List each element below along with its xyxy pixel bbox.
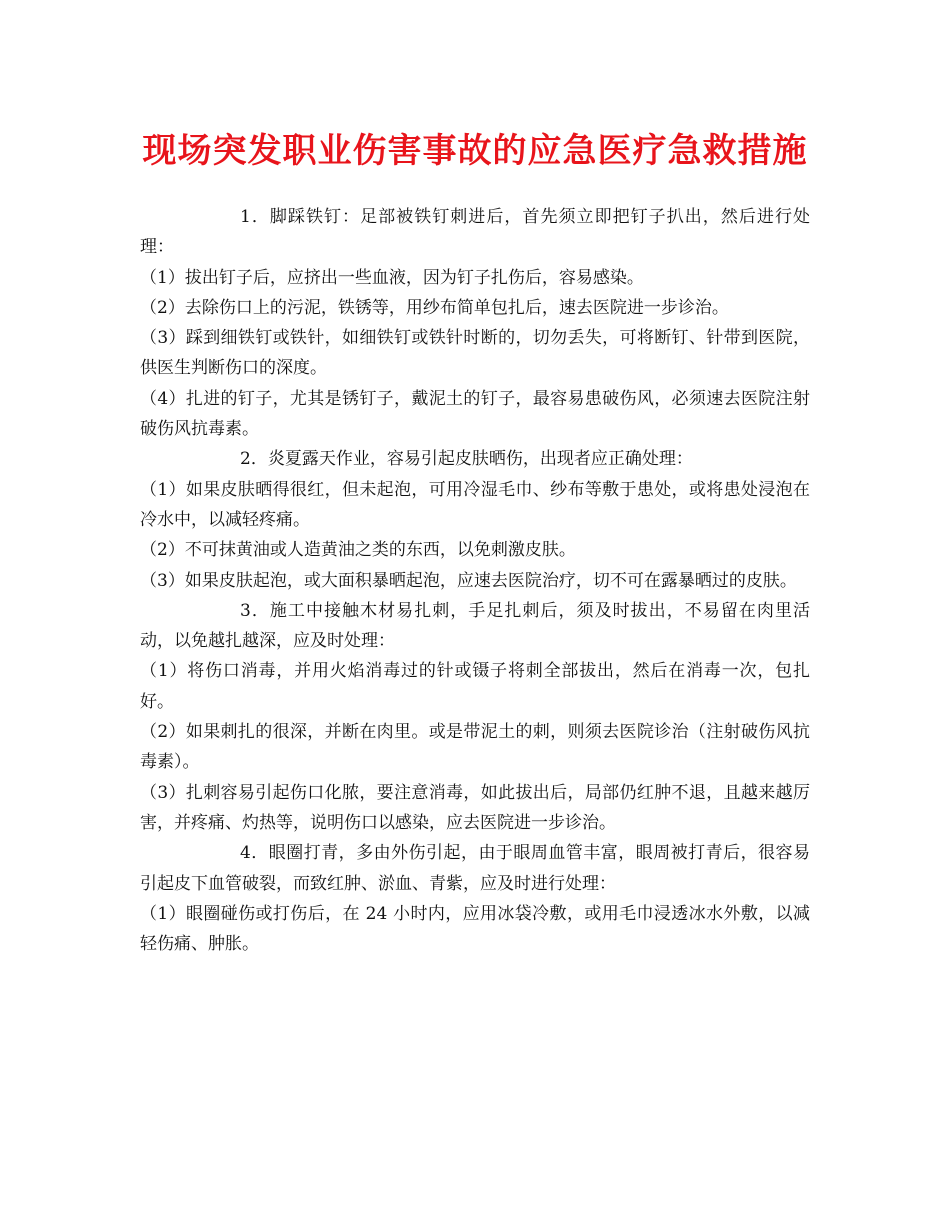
section-4-item-1: （1）眼圈碰伤或打伤后，在 24 小时内，应用冰袋冷敷，或用毛巾浸透冰水外敷，以减轻伤痛、肿胀。 <box>140 903 810 955</box>
section-2-item-3: （3）如果皮肤起泡，或大面积暴晒起泡，应速去医院治疗，切不可在露暴晒过的皮肤。 <box>140 570 797 591</box>
section-3-item-3: （3）扎刺容易引起伤口化脓，要注意消毒，如此拔出后，局部仍红肿不退，且越来越厉害，并疼痛、灼热等，说明伤口以感染，应去医院进一步诊治。 <box>140 782 810 833</box>
section-3-item-2: （2）如果刺扎的很深，并断在肉里。或是带泥土的刺，则须去医院诊治（注射破伤风抗毒素）。 <box>140 722 810 773</box>
section-1-heading: 1．脚踩铁钉：足部被铁钉刺进后，首先须立即把钉子扒出，然后进行处理： <box>140 207 810 258</box>
document-body <box>140 202 810 959</box>
section-4-heading: 4．眼圈打青，多由外伤引起，由于眼周血管丰富，眼周被打青后，很容易引起皮下血管破裂，而致红肿、淤血、青紫，应及时进行处理： <box>140 843 810 894</box>
section-3-item-1: （1）将伤口消毒，并用火焰消毒过的针或镊子将刺全部拔出，然后在消毒一次，包扎好。 <box>140 661 810 712</box>
section-2-heading: 2．炎夏露天作业，容易引起皮肤晒伤，出现者应正确处理： <box>240 449 693 470</box>
section-1-item-4: （4）扎进的钉子，尤其是锈钉子，戴泥土的钉子，最容易患破伤风，必须速去医院注射破伤风抗毒素。 <box>140 388 810 440</box>
section-3-heading: 3．施工中接触木材易扎刺，手足扎刺后，须及时拔出，不易留在肉里活动，以免越扎越深，应及时处理： <box>140 600 810 652</box>
section-1-item-2: （2）去除伤口上的污泥，铁锈等，用纱布简单包扎后，速去医院进一步诊治。 <box>140 297 729 318</box>
section-1-item-3: （3）踩到细铁钉或铁针，如细铁钉或铁针时断的，切勿丢失，可将断钉、针带到医院，供医生判断伤口的深度。 <box>140 328 810 379</box>
document-title: 现场突发职业伤害事故的应急医疗急救措施 <box>142 131 808 171</box>
section-2-item-2: （2）不可抹黄油或人造黄油之类的东西，以免刺激皮肤。 <box>140 540 576 561</box>
section-2-item-1: （1）如果皮肤晒得很红，但未起泡，可用冷湿毛巾、纱布等敷于患处，或将患处浸泡在冷水中，以减轻疼痛。 <box>140 479 810 530</box>
section-1-item-1: （1）拔出钉子后，应挤出一些血液，因为钉子扎伤后，容易感染。 <box>140 267 644 288</box>
